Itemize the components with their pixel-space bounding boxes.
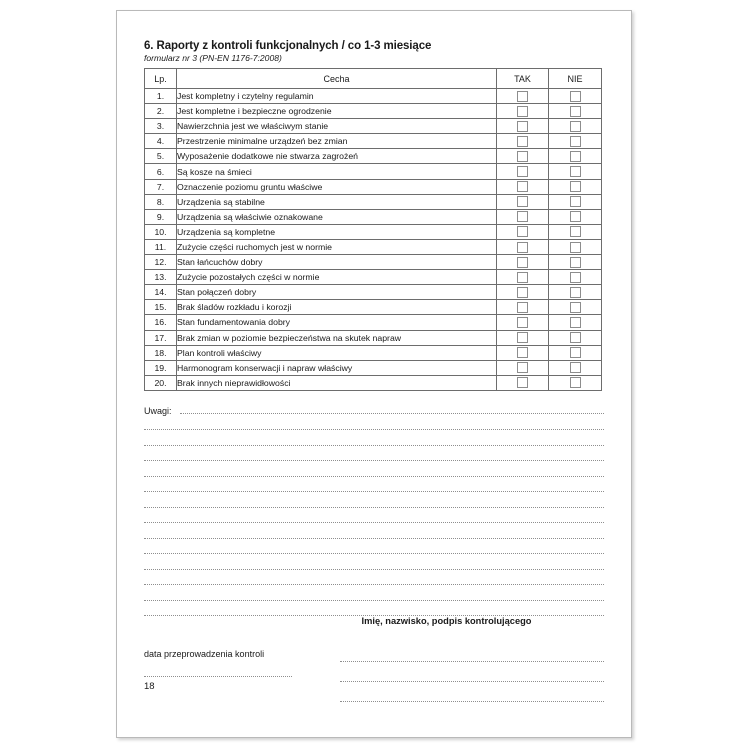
checkbox-no-icon[interactable]: [570, 332, 581, 343]
table-row: [145, 270, 602, 285]
checkbox-no-icon[interactable]: [570, 272, 581, 283]
row-number: 5.: [145, 149, 177, 164]
checkbox-no-icon[interactable]: [570, 121, 581, 132]
checkbox-yes-icon[interactable]: [517, 151, 528, 162]
checkbox-yes-icon[interactable]: [517, 226, 528, 237]
table-row: [145, 300, 602, 315]
dotted-rule: [144, 583, 604, 585]
checkbox-no-icon[interactable]: [570, 196, 581, 207]
remarks-write-line[interactable]: [144, 464, 604, 480]
checkbox-cell-no[interactable]: [549, 104, 602, 119]
row-number: 4.: [145, 134, 177, 149]
checkbox-no-icon[interactable]: [570, 347, 581, 358]
column-header-feature: Cecha: [177, 69, 497, 89]
row-feature-text: Stan fundamentowania dobry: [177, 315, 497, 330]
date-write-line[interactable]: [144, 675, 292, 677]
row-number: 12.: [145, 255, 177, 270]
dotted-rule: [144, 521, 604, 523]
checkbox-yes-icon[interactable]: [517, 272, 528, 283]
table-row: [145, 104, 602, 119]
checkbox-cell-no[interactable]: [549, 330, 602, 345]
row-number: 16.: [145, 315, 177, 330]
date-label: data przeprowadzenia kontroli: [144, 649, 265, 659]
row-feature-text: Przestrzenie minimalne urządzeń bez zmian: [177, 134, 497, 149]
page-content: [144, 40, 604, 619]
row-number: 2.: [145, 104, 177, 119]
checkbox-cell-yes[interactable]: [497, 179, 549, 194]
checkbox-no-icon[interactable]: [570, 151, 581, 162]
checkbox-cell-no[interactable]: [549, 360, 602, 375]
table-row: [145, 330, 602, 345]
column-header-lp: Lp.: [145, 69, 177, 89]
checkbox-no-icon[interactable]: [570, 302, 581, 313]
column-header-no: NIE: [549, 69, 602, 89]
checkbox-cell-yes[interactable]: [497, 239, 549, 254]
row-number: 17.: [145, 330, 177, 345]
row-feature-text: Jest kompletny i czytelny regulamin: [177, 89, 497, 104]
checkbox-yes-icon[interactable]: [517, 196, 528, 207]
row-number: 10.: [145, 224, 177, 239]
row-feature-text: Brak śladów rozkładu i korozji: [177, 300, 497, 315]
row-feature-text: Zużycie części ruchomych jest w normie: [177, 239, 497, 254]
checkbox-yes-icon[interactable]: [517, 347, 528, 358]
document-page: [116, 10, 632, 738]
checkbox-yes-icon[interactable]: [517, 121, 528, 132]
table-row: [145, 164, 602, 179]
checkbox-cell-yes[interactable]: [497, 330, 549, 345]
row-number: 1.: [145, 89, 177, 104]
dotted-rule: [144, 459, 604, 461]
checkbox-yes-icon[interactable]: [517, 287, 528, 298]
checkbox-no-icon[interactable]: [570, 257, 581, 268]
table-row: [145, 375, 602, 390]
row-number: 3.: [145, 119, 177, 134]
dotted-rule: [144, 475, 604, 477]
remarks-write-line[interactable]: [144, 433, 604, 449]
checkbox-yes-icon[interactable]: [517, 242, 528, 253]
checkbox-cell-yes[interactable]: [497, 224, 549, 239]
checkbox-yes-icon[interactable]: [517, 181, 528, 192]
table-row: [145, 315, 602, 330]
table-row: [145, 134, 602, 149]
checkbox-cell-no[interactable]: [549, 255, 602, 270]
remarks-write-line[interactable]: [144, 495, 604, 511]
checkbox-no-icon[interactable]: [570, 166, 581, 177]
checkbox-cell-no[interactable]: [549, 149, 602, 164]
date-column: [144, 649, 304, 692]
row-feature-text: Brak innych nieprawidłowości: [177, 375, 497, 390]
checkbox-no-icon[interactable]: [570, 181, 581, 192]
remarks-section: [144, 402, 604, 619]
checkbox-yes-icon[interactable]: [517, 362, 528, 373]
checkbox-cell-no[interactable]: [549, 345, 602, 360]
form-subtitle: formularz nr 3 (PN-EN 1176-7:2008): [144, 53, 282, 63]
table-row: [145, 89, 602, 104]
checkbox-cell-yes[interactable]: [497, 104, 549, 119]
checkbox-cell-yes[interactable]: [497, 164, 549, 179]
checkbox-no-icon[interactable]: [570, 317, 581, 328]
remarks-write-line[interactable]: [144, 588, 604, 604]
checkbox-cell-no[interactable]: [549, 179, 602, 194]
row-feature-text: Harmonogram konserwacji i napraw właściwy: [177, 360, 497, 375]
row-feature-text: Wyposażenie dodatkowe nie stwarza zagrożeń: [177, 149, 497, 164]
checkbox-cell-no[interactable]: [549, 134, 602, 149]
dotted-rule: [144, 506, 604, 508]
checkbox-yes-icon[interactable]: [517, 377, 528, 388]
checkbox-cell-no[interactable]: [549, 194, 602, 209]
checkbox-cell-yes[interactable]: [497, 89, 549, 104]
table-row: [145, 360, 602, 375]
checkbox-cell-yes[interactable]: [497, 209, 549, 224]
checkbox-cell-yes[interactable]: [497, 119, 549, 134]
row-number: 18.: [145, 345, 177, 360]
checkbox-no-icon[interactable]: [570, 106, 581, 117]
table-row: [145, 345, 602, 360]
table-row: [145, 285, 602, 300]
remarks-write-line[interactable]: [144, 510, 604, 526]
row-number: 11.: [145, 239, 177, 254]
checkbox-no-icon[interactable]: [570, 91, 581, 102]
checkbox-no-icon[interactable]: [570, 287, 581, 298]
checkbox-cell-no[interactable]: [549, 239, 602, 254]
checkbox-cell-no[interactable]: [549, 119, 602, 134]
remarks-write-line[interactable]: [144, 526, 604, 542]
table-row: [145, 179, 602, 194]
row-feature-text: Nawierzchnia jest we właściwym stanie: [177, 119, 497, 134]
checkbox-cell-no[interactable]: [549, 209, 602, 224]
checkbox-yes-icon[interactable]: [517, 257, 528, 268]
checkbox-cell-yes[interactable]: [497, 134, 549, 149]
checkbox-no-icon[interactable]: [570, 362, 581, 373]
checkbox-cell-yes[interactable]: [497, 315, 549, 330]
checkbox-cell-yes[interactable]: [497, 270, 549, 285]
checkbox-no-icon[interactable]: [570, 242, 581, 253]
column-header-yes: TAK: [497, 69, 549, 89]
row-number: 9.: [145, 209, 177, 224]
checkbox-cell-no[interactable]: [549, 300, 602, 315]
row-number: 8.: [145, 194, 177, 209]
page-footer: [144, 616, 604, 739]
remarks-write-line[interactable]: [144, 417, 604, 433]
checkbox-no-icon[interactable]: [570, 377, 581, 388]
row-feature-text: Zużycie pozostałych części w normie: [177, 270, 497, 285]
checkbox-cell-yes[interactable]: [497, 300, 549, 315]
dotted-rule: [144, 599, 604, 601]
row-number: 14.: [145, 285, 177, 300]
page-number: 18: [144, 681, 155, 692]
row-number: 13.: [145, 270, 177, 285]
remarks-write-line[interactable]: [144, 557, 604, 573]
dotted-rule: [144, 537, 604, 539]
checkbox-no-icon[interactable]: [570, 136, 581, 147]
table-body: [145, 89, 602, 391]
row-number: 15.: [145, 300, 177, 315]
dotted-rule: [144, 552, 604, 554]
checkbox-yes-icon[interactable]: [517, 211, 528, 222]
checkbox-cell-no[interactable]: [549, 270, 602, 285]
row-feature-text: Plan kontroli właściwy: [177, 345, 497, 360]
row-feature-text: Jest kompletne i bezpieczne ogrodzenie: [177, 104, 497, 119]
row-feature-text: Oznaczenie poziomu gruntu właściwe: [177, 179, 497, 194]
page-title: 6. Raporty z kontroli funkcjonalnych / co 1-3 miesiące: [144, 40, 432, 52]
checkbox-yes-icon[interactable]: [517, 91, 528, 102]
remarks-write-line[interactable]: [144, 541, 604, 557]
checkbox-no-icon[interactable]: [570, 226, 581, 237]
dotted-rule: [144, 444, 604, 446]
row-feature-text: Stan łańcuchów dobry: [177, 255, 497, 270]
checkbox-cell-yes[interactable]: [497, 345, 549, 360]
table-row: [145, 239, 602, 254]
checkbox-cell-no[interactable]: [549, 285, 602, 300]
remarks-first-line: [144, 402, 604, 418]
checkbox-cell-yes[interactable]: [497, 149, 549, 164]
row-feature-text: Są kosze na śmieci: [177, 164, 497, 179]
row-number: 20.: [145, 375, 177, 390]
table-row: [145, 255, 602, 270]
signature-write-line[interactable]: [340, 680, 604, 682]
row-feature-text: Urządzenia są stabilne: [177, 194, 497, 209]
checkbox-yes-icon[interactable]: [517, 317, 528, 328]
table-row: [145, 224, 602, 239]
checkbox-yes-icon[interactable]: [517, 302, 528, 313]
checkbox-yes-icon[interactable]: [517, 166, 528, 177]
checkbox-cell-yes[interactable]: [497, 255, 549, 270]
checkbox-cell-yes[interactable]: [497, 194, 549, 209]
table-row: [145, 194, 602, 209]
table-header-row: [145, 69, 602, 89]
checkbox-cell-no[interactable]: [549, 164, 602, 179]
checkbox-cell-yes[interactable]: [497, 360, 549, 375]
remarks-lines: [144, 417, 604, 619]
dotted-rule: [144, 568, 604, 570]
row-feature-text: Stan połączeń dobry: [177, 285, 497, 300]
row-number: 19.: [145, 360, 177, 375]
signature-write-line[interactable]: [340, 660, 604, 662]
table-row: [145, 119, 602, 134]
checkbox-cell-no[interactable]: [549, 224, 602, 239]
dotted-rule: [144, 428, 604, 430]
checkbox-cell-no[interactable]: [549, 315, 602, 330]
remarks-write-line[interactable]: [144, 572, 604, 588]
row-feature-text: Urządzenia są właściwie oznakowane: [177, 209, 497, 224]
checkbox-cell-yes[interactable]: [497, 285, 549, 300]
remarks-write-line[interactable]: [144, 479, 604, 495]
dotted-rule: [144, 490, 604, 492]
table-row: [145, 149, 602, 164]
row-feature-text: Urządzenia są kompletne: [177, 224, 497, 239]
signature-write-line[interactable]: [340, 700, 604, 702]
checkbox-cell-yes[interactable]: [497, 375, 549, 390]
remarks-label: Uwagi:: [144, 406, 172, 417]
checkbox-cell-no[interactable]: [549, 89, 602, 104]
row-number: 7.: [145, 179, 177, 194]
checkbox-yes-icon[interactable]: [517, 332, 528, 343]
checkbox-yes-icon[interactable]: [517, 106, 528, 117]
row-number: 6.: [145, 164, 177, 179]
checkbox-cell-no[interactable]: [549, 375, 602, 390]
signature-heading: Imię, nazwisko, podpis kontrolującego: [361, 616, 532, 626]
checkbox-yes-icon[interactable]: [517, 136, 528, 147]
footer-columns: [144, 649, 604, 739]
row-feature-text: Brak zmian w poziomie bezpieczeństwa na skutek napraw: [177, 330, 497, 345]
inspection-checklist-table: [144, 68, 602, 391]
table-row: [145, 209, 602, 224]
checkbox-no-icon[interactable]: [570, 211, 581, 222]
remarks-write-line[interactable]: [144, 448, 604, 464]
signature-column: [340, 649, 604, 720]
remarks-write-line[interactable]: [180, 412, 604, 414]
